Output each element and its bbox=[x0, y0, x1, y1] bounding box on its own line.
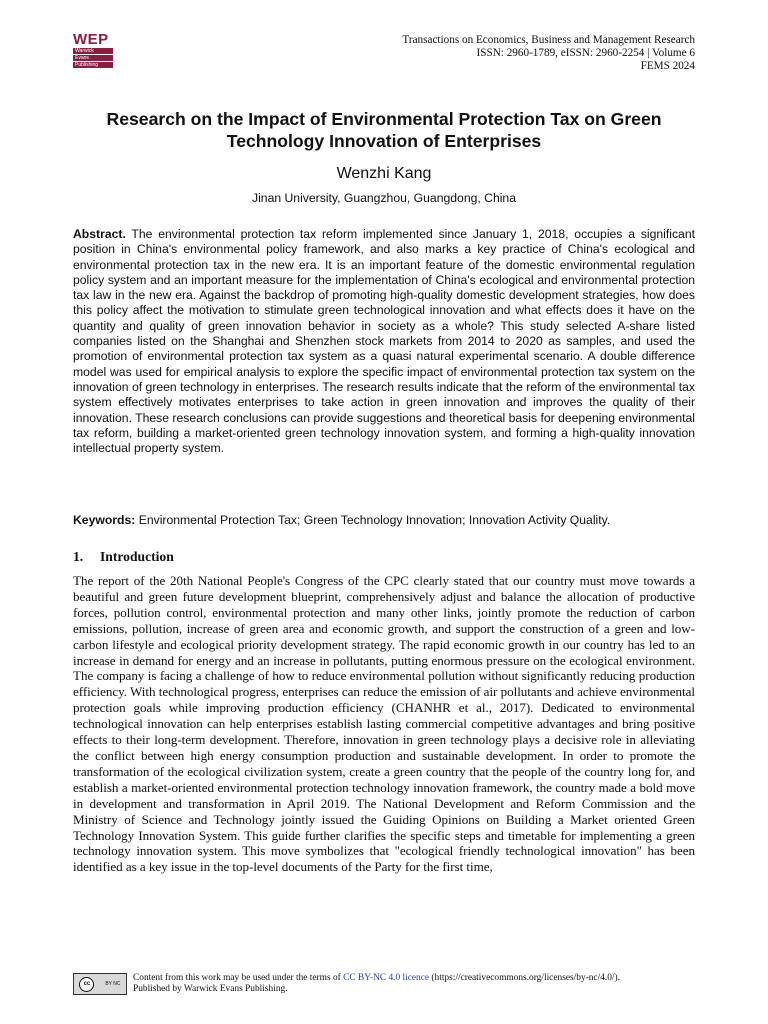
author-affiliation: Jinan University, Guangzhou, Guangdong, China bbox=[251, 191, 516, 205]
abstract-label: Abstract. bbox=[73, 227, 126, 241]
paper-title: Research on the Impact of Environmental Protection Tax on Green Technology Innovation of Enterprises bbox=[106, 109, 662, 151]
license-text bbox=[133, 973, 620, 995]
introduction-paragraph: The report of the 20th National People's Congress of the CPC clearly stated that our country must move towards a beautiful and green future development blueprint, comprehensively adjust and balance the allocation of productive forces, pollution control, environmental protection and many other links, jointly promote the reduction of carbon emissions, pollution, increase of green area and economic growth, and support the construction of a green and low-carbon lifestyle and ecological priority development strategy. The rapid economic growth in our country has led to an increase in demand for energy and an increase in pollutants, putting enormous pressure on the ecological environment. The company is facing a challenge of how to reduce environmental pollution without significantly reducing production efficiency. With technological progress, enterprises can reduce the emission of air pollutants and achieve environmental protection goals while improving production efficiency (CHANHR et al., 2017). Dedicated to environmental technological innovation can help enterprises establish lasting commercial competitive advantages and bring positive effects to their long-term development. Therefore, innovation in green technology plays a decisive role in alleviating the conflict between high energy consumption production and sustainable development. In order to promote the transformation of the ecological civilization system, create a green country that the people of the country long for, and establish a market-oriented environmental protection technology innovation framework, the country made a bold move in development and transformation in April 2019. The National Development and Reform Commission and the Ministry of Science and Technology jointly issued the Guiding Opinions on Building a Market oriented Green Technology Innovation System. This guide further clarifies the specific steps and timetable for implementing a green technology innovation system. This move symbolizes that "ecological friendly technological innovation" has been identified as a key issue in the top-level documents of the Party for the first time, bbox=[73, 573, 695, 875]
license-text-after: (https://creativecommons.org/licenses/by-nc/4.0/). bbox=[429, 973, 620, 983]
publisher-logo bbox=[73, 32, 117, 68]
logo-line-3: Publishing bbox=[73, 62, 113, 68]
licence-link[interactable]: CC BY-NC 4.0 licence bbox=[343, 973, 430, 983]
cc-icon: cc bbox=[79, 977, 94, 992]
logo-line-1: Warwick bbox=[73, 48, 113, 54]
license-footer bbox=[73, 973, 695, 995]
abstract bbox=[73, 227, 695, 456]
license-text-before: Content from this work may be used under the terms of bbox=[133, 973, 344, 983]
abstract-text: The environmental protection tax reform implemented since January 1, 2018, occupies a significant position in China's environmental policy framework, and also marks a key practice of China's ecological and environmental protection tax in the new era. It is an important feature of the domestic environmental regulation policy system and an important measure for the implementation of China's ecological and environmental protection tax law in the new era. Against the backdrop of promoting high-quality domestic development strategies, how does this policy affect the motivation to stimulate green technological innovation and what effects does it have on the quantity and quality of green innovation behavior in society as a whole? This study selected A-share listed companies listed on the Shanghai and Shenzhen stock markets from 2014 to 2020 as samples, and used the promotion of environmental protection tax system as a quasi natural experimental scenario. A double difference model was used for empirical analysis to explore the specific impact of environmental protection tax system on the innovation of green technology in enterprises. The research results indicate that the reform of the environmental tax system effectively motivates enterprises to take action in green innovation and improves the quality of their innovation. These research conclusions can provide suggestions and theoretical basis for deepening environmental tax reform, building a market-oriented green technology innovation system, and forming a high-quality innovation intellectual property system. bbox=[73, 227, 695, 456]
journal-name: Transactions on Economics, Business and Management Research bbox=[402, 34, 695, 46]
conference-name: FEMS 2024 bbox=[640, 60, 695, 72]
publisher-line: Published by Warwick Evans Publishing. bbox=[133, 984, 288, 994]
section-heading-introduction bbox=[73, 549, 174, 565]
logo-mark: WEP bbox=[73, 31, 109, 48]
cc-license-badge[interactable] bbox=[73, 973, 127, 995]
cc-by-nc-icon: BY NC bbox=[105, 981, 121, 987]
author-name: Wenzhi Kang bbox=[336, 165, 432, 182]
section-title: Introduction bbox=[100, 549, 174, 564]
logo-line-2: Evans bbox=[73, 55, 113, 61]
journal-issn: ISSN: 2960-1789, eISSN: 2960-2254 | Volume 6 bbox=[476, 47, 695, 59]
section-number: 1. bbox=[73, 549, 84, 564]
keywords-label: Keywords: bbox=[73, 513, 136, 527]
keywords-text: Environmental Protection Tax; Green Technology Innovation; Innovation Activity Quality. bbox=[135, 513, 611, 527]
journal-info bbox=[402, 34, 695, 73]
keywords bbox=[73, 513, 713, 528]
